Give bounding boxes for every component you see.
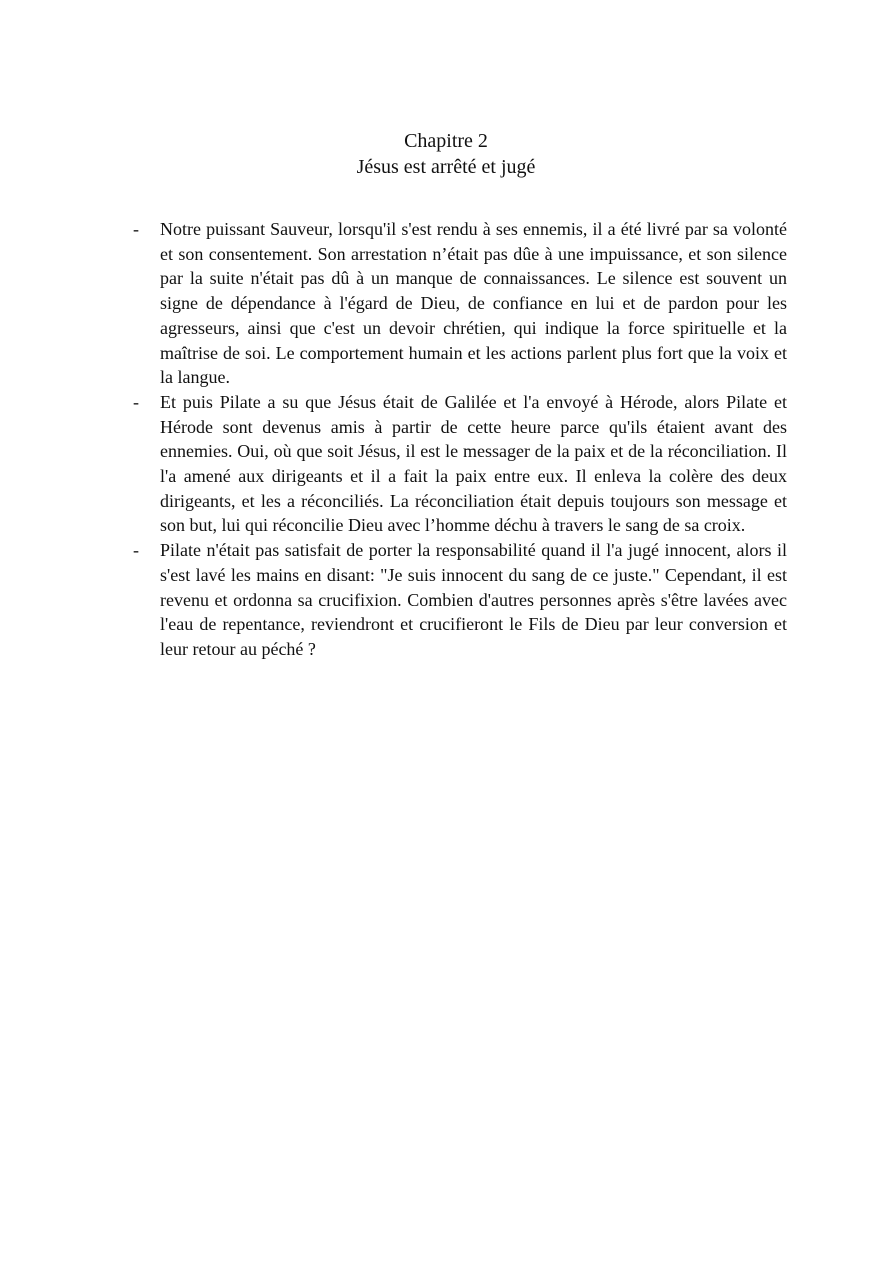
paragraph-text: Notre puissant Sauveur, lorsqu'il s'est rendu à ses ennemis, il a été livré par sa volonté et son consentement. Son arrestation n’était pas dûe à une impuissance, et son silence par la suite n'était pas dû à un manque de connaissances. Le silence est souvent un signe de dépendance à l'égard de Dieu, de confiance en lui et de pardon pour les agresseurs, ainsi que c'est un devoir chrétien, qui indique la force spirituelle et la maîtrise de soi. Le comportement humain et les actions parlent plus fort que la voix et la langue. (160, 219, 787, 388)
bullet-dash: - (133, 391, 139, 412)
chapter-title: Jésus est arrêté et jugé (356, 156, 536, 178)
bullet-list (133, 217, 787, 662)
bullet-dash: - (133, 540, 139, 561)
chapter-number: Chapitre 2 (404, 130, 488, 152)
chapter-heading (0, 128, 892, 180)
bullet-dash: - (133, 219, 139, 239)
list-item (133, 217, 787, 390)
paragraph-text: Et puis Pilate a su que Jésus était de Galilée et l'a envoyé à Hérode, alors Pilate et Hérode sont devenus amis à partir de cette heure parce qu'ils étaient avant des ennemies. Oui, où que soit Jésus, il est le messager de la paix et de la réconciliation. Il l'a amené aux dirigeants et il a fait la paix entre eux. Il enleva la colère des deux dirigeants, et les a réconciliés. La réconciliation était depuis toujours son message et son but, lui qui réconcilie Dieu avec l’homme déchu à travers le sang de sa croix. (160, 391, 787, 536)
list-item (133, 538, 787, 662)
list-item (133, 390, 787, 538)
paragraph-text: Pilate n'était pas satisfait de porter la responsabilité quand il l'a jugé innocent, alors il s'est lavé les mains en disant: "Je suis innocent du sang de ce juste." Cependant, il est revenu et ordonna sa crucifixion. Combien d'autres personnes après s'être lavées avec l'eau de repentance, reviendront et crucifieront le Fils de Dieu par leur conversion et leur retour au péché ? (160, 540, 787, 659)
